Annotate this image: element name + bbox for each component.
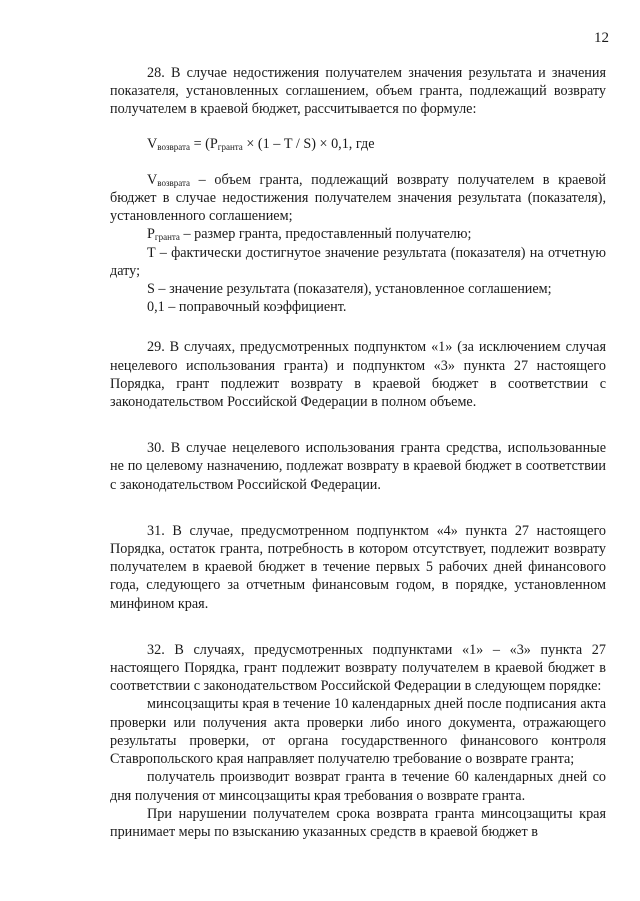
paragraph-28: 28. В случае недостижения получателем значения результата и значения показателя, установленных соглашением, объем гранта, подлежащий возврату получателем в краевой бюджет, рассчитывается по формуле: [110, 65, 606, 118]
definition-p-symbol: P [147, 226, 155, 243]
definition-p [110, 225, 606, 243]
definition-coefficient: 0,1 – поправочный коэффициент. [147, 299, 347, 316]
return-formula [110, 135, 606, 153]
definition-t: T – фактически достигнутое значение результата (показателя) на отчетную дату; [110, 244, 606, 279]
paragraph-32: 32. В случаях, предусмотренных подпунктами «1» – «3» пункта 27 настоящего Порядка, грант подлежит возврату получателем в краевой бюджет в соответствии с законодательством Российской Федерации в следующем порядке: [110, 641, 606, 695]
definition-v-subscript: возврата [157, 177, 191, 188]
paragraph-31: 31. В случае, предусмотренном подпунктом «4» пункта 27 настоящего Порядка, остаток гранта, потребность в котором отсутствует, подлежит возврату получателем в краевой бюджет в течение первых 5 рабочих дней финансового года, следующего за отчетным финансовым годом, в порядке, установленном минфином края. [110, 522, 606, 612]
formula-rest: × (1 – T / S) × 0,1, где [242, 135, 375, 152]
paragraph-32-violation: При нарушении получателем срока возврата гранта минсоцзащиты края принимает меры по взысканию указанных средств в краевой бюджет в [110, 805, 606, 840]
definition-v [110, 171, 606, 226]
paragraph-32-step-1: минсоцзащиты края в течение 10 календарных дней после подписания акта проверки или получения акта проверки либо иного документа, отражающего результаты проверки, от органа государственного финансового контроля Ставропольского края направляет получателю требование о возврате гранта; [110, 696, 606, 768]
document-body [110, 64, 606, 841]
paragraph-32-step-2: получатель производит возврат гранта в течение 60 календарных дней со дня получения от минсоцзащиты края требования о возврате гранта. [110, 769, 606, 804]
paragraph-30: 30. В случае нецелевого использования гранта средства, использованные не по целевому назначению, подлежат возврату в краевой бюджет в соответствии с законодательством Российской Федерации. [110, 440, 606, 493]
definition-v-text: – объем гранта, подлежащий возврату получателем в краевой бюджет в случае недостижения получателем значения результата (показателя), установленного соглашением; [110, 171, 606, 225]
definition-s: S – значение результата (показателя), установленное соглашением; [147, 281, 552, 298]
definition-p-subscript: гранта [154, 232, 180, 243]
formula-eq-open: = (P [190, 135, 218, 152]
paragraph-29: 29. В случаях, предусмотренных подпунктом «1» (за исключением случая нецелевого использования гранта) и подпунктом «3» пункта 27 настоящего Порядка, грант подлежит возврату в краевой бюджет в соответствии с законодательством Российской Федерации в полном объеме. [110, 339, 606, 411]
formula-p-subscript: гранта [217, 141, 243, 152]
definition-p-text: – размер гранта, предоставленный получателю; [179, 226, 472, 243]
page-number: 12 [594, 30, 609, 46]
definition-v-symbol: V [147, 171, 158, 188]
formula-v-subscript: возврата [157, 141, 191, 152]
formula-v: V [147, 135, 158, 152]
